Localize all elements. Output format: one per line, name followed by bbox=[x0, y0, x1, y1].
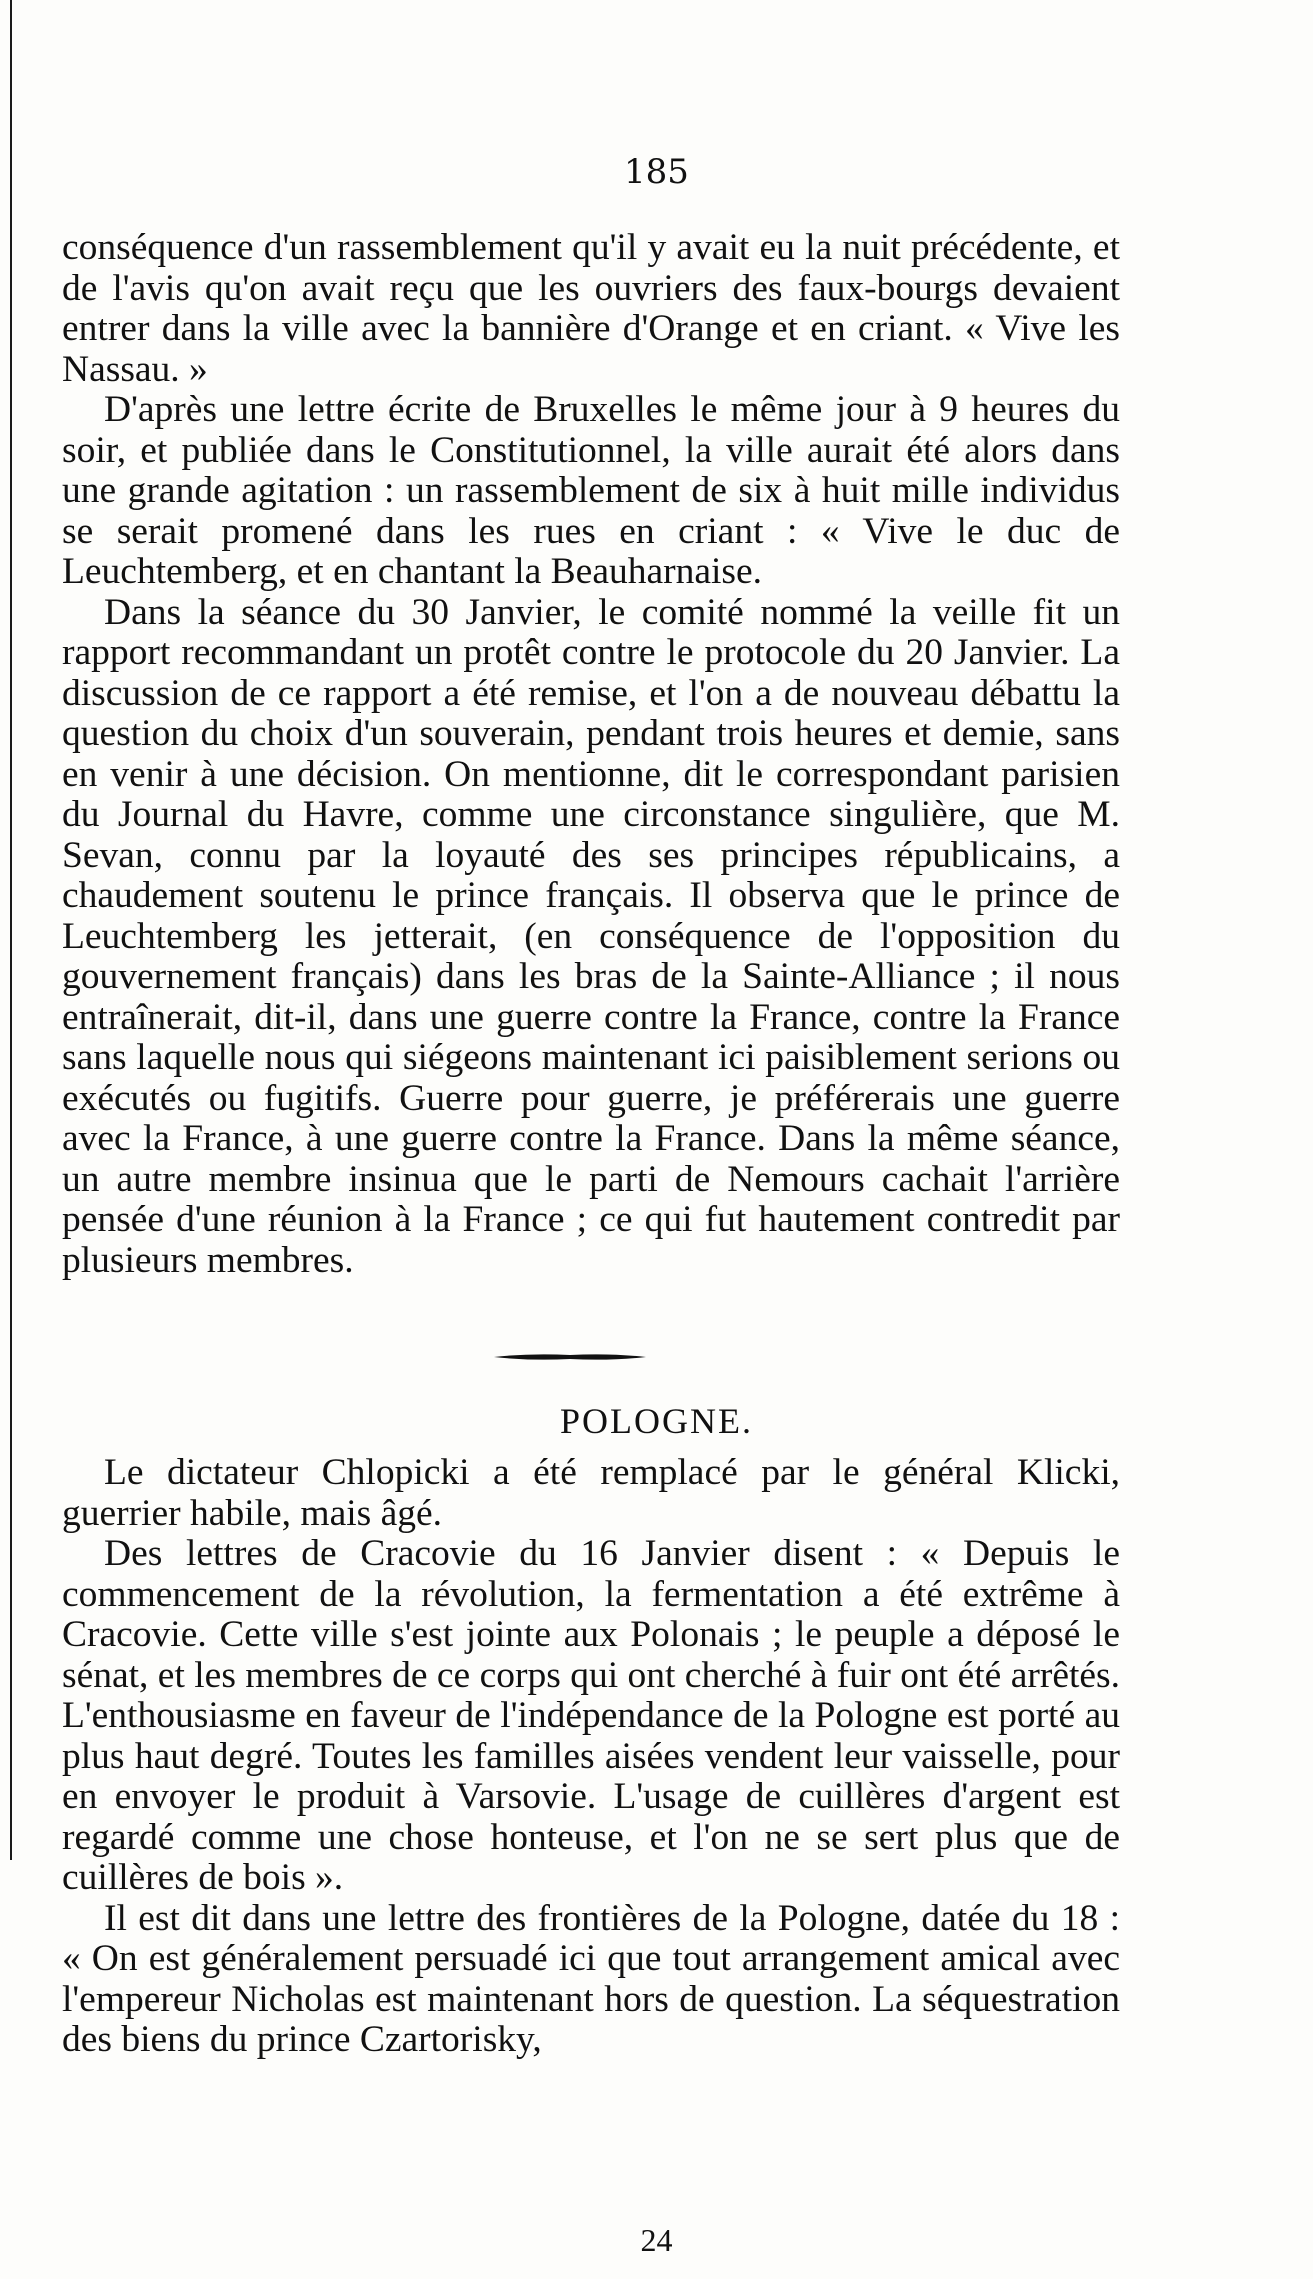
section-title: POLOGNE. bbox=[560, 1401, 753, 1441]
page-number: 185 bbox=[624, 152, 689, 192]
paragraph: Il est dit dans une lettre des frontières de la Pologne, datée du 18 : « On est généralement persuadé ici que tout arrangement amical avec l'empereur Nicholas est maintenant hors de question. La séquestration des biens du prince Czartorisky, bbox=[62, 1897, 1120, 2060]
paragraph: Le dictateur Chlopicki a été remplacé par le général Klicki, guerrier habile, mais âgé. bbox=[62, 1452, 1120, 1534]
signature-mark: 24 bbox=[640, 2222, 673, 2258]
paragraph: conséquence d'un rassemblement qu'il y avait eu la nuit précédente, et de l'avis qu'on avait reçu que les ouvriers des faux-bourgs devaient entrer dans la ville avec la bannière d'Orange et en criant. « Vive les Nassau. » bbox=[62, 227, 1120, 390]
pologne-section bbox=[62, 1453, 1120, 2061]
belgium-section bbox=[62, 228, 1120, 1281]
section-divider-ornament bbox=[490, 1350, 650, 1364]
paragraph: D'après une lettre écrite de Bruxelles le même jour à 9 heures du soir, et publiée dans le Constitutionnel, la ville aurait été alors dans une grande agitation : un rassemblement de six à huit mille individus se serait promené dans les rues en criant : « Vive le duc de Leuchtemberg, et en chantant la Beauharnaise. bbox=[62, 389, 1120, 592]
paragraph: Dans la séance du 30 Janvier, le comité nommé la veille fit un rapport recommandant un protêt contre le protocole du 20 Janvier. La discussion de ce rapport a été remise, et l'on a de nouveau débattu la question du choix d'un souverain, pendant trois heures et demie, sans en venir à une décision. On mentionne, dit le correspondant parisien du Journal du Havre, comme une circonstance singulière, que M. Sevan, connu par la loyauté des ses principes républicains, a chaudement soutenu le prince français. Il observa que le prince de Leuchtemberg les jetterait, (en conséquence de l'opposition du gouvernement français) dans les bras de la Sainte-Alliance ; il nous entraînerait, dit-il, dans une guerre contre la France, contre la France sans laquelle nous qui siégeons maintenant ici paisiblement serions ou exécutés ou fugitifs. Guerre pour guerre, je préférerais une guerre avec la France, à une guerre contre la France. Dans la même séance, un autre membre insinua que le parti de Nemours cachait l'arrière pensée d'une réunion à la France ; ce qui fut hautement contredit par plusieurs membres. bbox=[62, 591, 1120, 1281]
page-edge-rule bbox=[10, 0, 12, 1860]
paragraph: Des lettres de Cracovie du 16 Janvier disent : « Depuis le commencement de la révolution, la fermentation a été extrême à Cracovie. Cette ville s'est jointe aux Polonais ; le peuple a déposé le sénat, et les membres de ce corps qui ont cherché à fuir ont été arrêtés. L'enthousiasme en faveur de l'indépendance de la Pologne est porté au plus haut degré. Toutes les familles aisées vendent leur vaisselle, pour en envoyer le produit à Varsovie. L'usage de cuillères d'argent est regardé comme une chose honteuse, et l'on ne se sert plus que de cuillères de bois ». bbox=[62, 1533, 1120, 1898]
